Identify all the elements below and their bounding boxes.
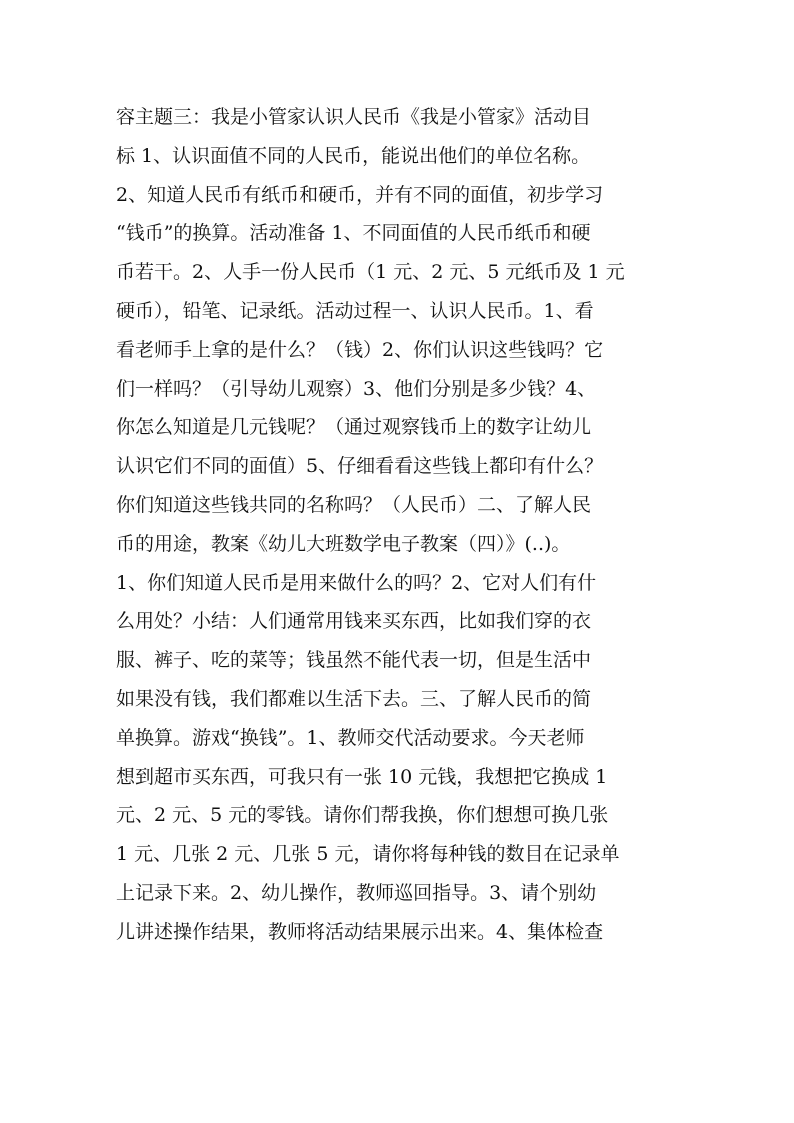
text-line: 1 元、几张 2 元、几张 5 元，请你将每种钱的数目在记录单 (116, 843, 620, 866)
text-line: 币的用途，教案《幼儿大班数学电子教案（四）》(..)。 (116, 532, 571, 555)
text-line: 服、裤子、吃的菜等；钱虽然不能代表一切，但是生活中 (116, 649, 592, 672)
text-line: 标 1、认识面值不同的人民币，能说出他们的单位名称。 (116, 144, 591, 167)
text-line: 1、你们知道人民币是用来做什么的吗？2、它对人们有什 (116, 571, 597, 594)
body-text (116, 98, 696, 952)
text-line: 你怎么知道是几元钱呢？（通过观察钱币上的数字让幼儿 (116, 416, 592, 439)
text-line: 单换算。游戏“换钱”。1、教师交代活动要求。今天老师 (116, 726, 585, 749)
text-line: 认识它们不同的面值）5、仔细看看这些钱上都印有什么？ (116, 455, 604, 478)
text-line: 上记录下来。2、幼儿操作，教师巡回指导。3、请个别幼 (116, 881, 597, 904)
text-line: 如果没有钱，我们都难以生活下去。三、了解人民币的简 (116, 687, 592, 710)
text-line: 币若干。2、人手一份人民币（1 元、2 元、5 元纸币及 1 元 (116, 261, 625, 284)
text-line: 看老师手上拿的是什么？（钱）2、你们认识这些钱吗？它 (116, 338, 604, 361)
text-line: “钱币”的换算。活动准备 1、不同面值的人民币纸币和硬 (116, 222, 591, 245)
text-line: 儿讲述操作结果，教师将活动结果展示出来。4、集体检查 (116, 920, 604, 943)
text-line: 2、知道人民币有纸币和硬币，并有不同的面值，初步学习 (116, 183, 604, 206)
text-line: 元、2 元、5 元的零钱。请你们帮我换，你们想想可换几张 (116, 804, 609, 827)
text-line: 们一样吗？（引导幼儿观察）3、他们分别是多少钱？4、 (116, 377, 597, 400)
text-line: 么用处？小结：人们通常用钱来买东西，比如我们穿的衣 (116, 610, 592, 633)
text-line: 硬币），铅笔、记录纸。活动过程一、认识人民币。1、看 (116, 299, 594, 322)
text-line: 想到超市买东西，可我只有一张 10 元钱，我想把它换成 1 (116, 765, 608, 788)
text-line: 容主题三：我是小管家认识人民币《我是小管家》活动目 (116, 106, 592, 128)
text-line: 你们知道这些钱共同的名称吗？（人民币）二、了解人民 (116, 493, 592, 516)
